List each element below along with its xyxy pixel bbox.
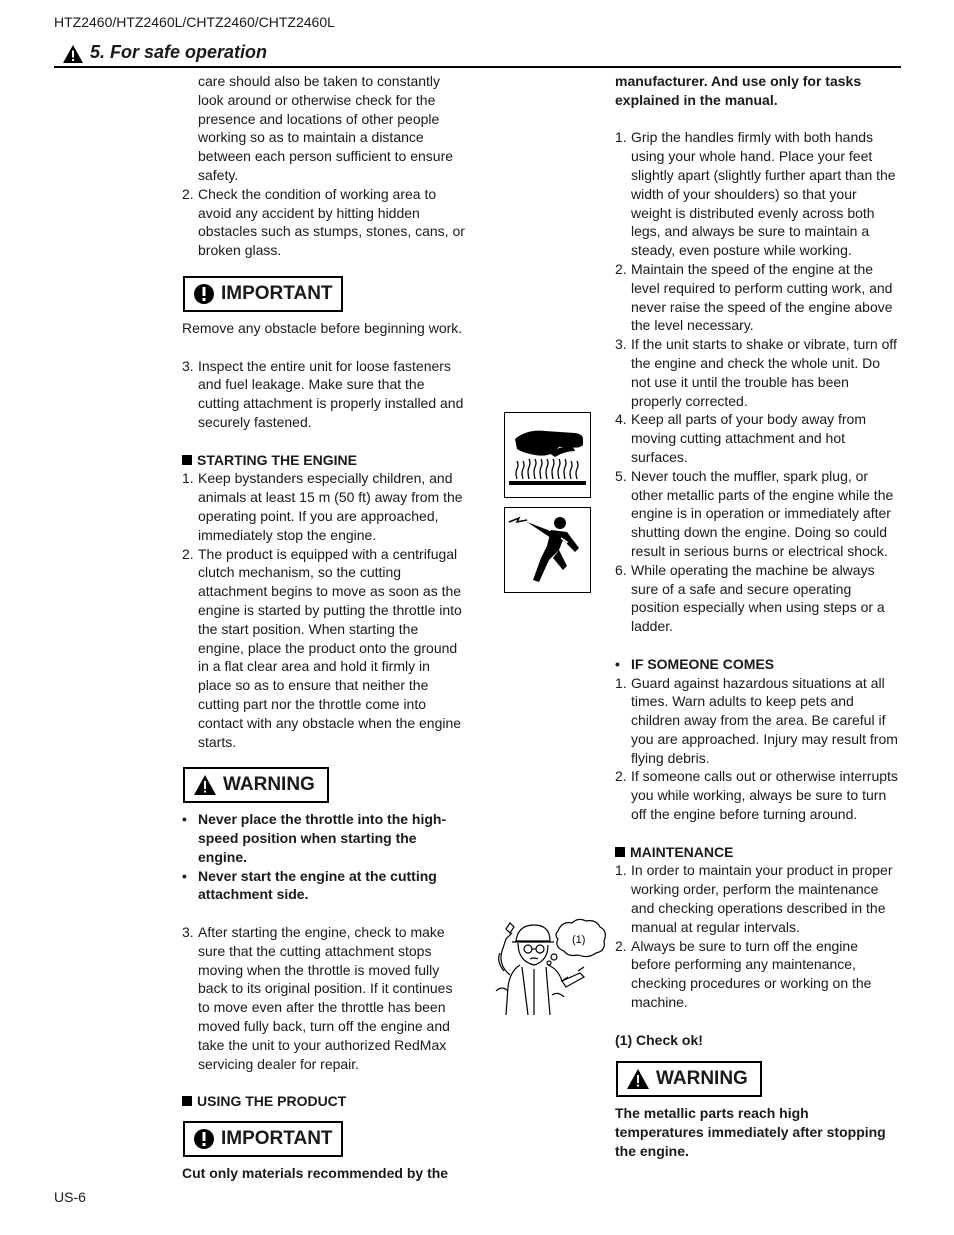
important-box [183, 1121, 343, 1157]
item-number: 3. [615, 336, 627, 353]
text-line: care should also be taken to constantly [198, 73, 441, 89]
text-line: If the unit starts to shake or vibrate, turn off [631, 336, 897, 353]
text-line: Inspect the entire unit for loose fasteners [198, 357, 451, 374]
section-title: 5. For safe operation [90, 42, 268, 62]
text-line: children away from the area. Be careful if [631, 712, 886, 729]
list-item [615, 260, 905, 335]
text-line: never raise the speed of the engine above [631, 298, 893, 315]
text-line: clutch mechanism, so the cutting [198, 564, 402, 581]
check-ok-caption: (1) Check ok! [615, 1031, 703, 1048]
text-line: other metallic parts of the engine while the [631, 486, 894, 503]
electric-shock-pictogram [504, 507, 591, 593]
subheading-someone: • IF SOMEONE COMES [615, 655, 775, 672]
text-line: in a flat clear area and hold it firmly in [198, 658, 430, 675]
text-line: weight is distributed evenly across both [631, 204, 875, 221]
text-line: the start position. When starting the [198, 620, 419, 637]
page-number: US-6 [54, 1189, 86, 1205]
square-bullet-icon [182, 1096, 192, 1106]
text-line: Never start the engine at the cutting [198, 867, 437, 884]
warning-label: WARNING [223, 774, 315, 796]
text-line: position especially when using steps or a [631, 599, 885, 616]
important-label: IMPORTANT [221, 1128, 333, 1150]
item-number: 2. [182, 545, 194, 562]
warning-box [616, 1061, 762, 1097]
text-line: Never place the throttle into the high- [198, 811, 447, 828]
right-column [615, 72, 905, 1161]
text-line: temperatures immediately after stopping [615, 1124, 886, 1141]
list-item [182, 923, 472, 1073]
item-number: 2. [615, 768, 627, 785]
text-line: result in serious burns or electrical shock. [631, 542, 888, 559]
text-line: to move even after the throttle has been [198, 999, 446, 1016]
text-line: engine is in operation or immediately after [631, 505, 891, 522]
text-line: starts. [198, 733, 237, 750]
text-line: you while working, always be sure to turn [631, 787, 887, 804]
square-bullet-icon [182, 455, 192, 465]
electric-shock-icon [505, 508, 590, 592]
text-line: shutting down the engine. Doing so could [631, 524, 888, 541]
item-number: 2. [615, 937, 627, 954]
text-line: Keep all parts of your body away from [631, 411, 867, 428]
warning-triangle-icon [626, 1068, 650, 1090]
bullet-item: • Never start the engine at the cutting attachment side. [182, 867, 472, 905]
cartoon-label: (1) [572, 934, 586, 946]
text-line: take the unit to your authorized RedMax [198, 1036, 447, 1053]
warning-triangle-icon [62, 44, 84, 64]
text-line: back to its original position. If it continues [198, 980, 453, 997]
text-line: off the engine before turning around. [631, 806, 858, 823]
subheading-starting: STARTING THE ENGINE [182, 451, 472, 470]
text-line: slightly apart (slightly further apart than the [631, 166, 896, 183]
list-item [615, 767, 905, 823]
text-line: If someone calls out or otherwise interrupts [631, 768, 898, 785]
subheading-maintenance: MAINTENANCE [615, 843, 905, 862]
item-number: 1. [615, 862, 627, 879]
important-text: Remove any obstacle before beginning work. [182, 319, 463, 336]
text-line: place so as to ensure that neither the [198, 677, 429, 694]
item-number: 2. [615, 260, 627, 277]
model-number: HTZ2460/HTZ2460L/CHTZ2460/CHTZ2460L [54, 14, 335, 30]
text-line: checking procedures or working on the [631, 975, 872, 992]
text-line: moving when the throttle is moved fully [198, 961, 440, 978]
text-line: safety. [198, 166, 239, 183]
text-line: obstacles such as stumps, stones, cans, or [198, 223, 465, 240]
text-line: manufacturer. And use only for tasks [615, 73, 862, 89]
text-line: broken glass. [198, 242, 282, 259]
item-number: 1. [615, 674, 627, 691]
text-line: Maintain the speed of the engine at the [631, 260, 874, 277]
item-number: 2. [182, 185, 194, 202]
list-item [615, 861, 905, 936]
text-line: immediately stop the engine. [198, 526, 377, 543]
hot-surface-pictogram [504, 412, 591, 498]
text-line: Always be sure to turn off the engine [631, 937, 858, 954]
warning-triangle-icon [193, 774, 217, 796]
list-item [182, 469, 472, 544]
important-text: Cut only materials recommended by the [182, 1165, 449, 1182]
text-line: moved fully back, turn off the engine and [198, 1018, 450, 1035]
list-item [182, 185, 472, 260]
text-line: The product is equipped with a centrifugal [198, 545, 458, 562]
item-number: 1. [182, 470, 194, 487]
text-line: times. Warn adults to keep pets and [631, 693, 854, 710]
text-line: and checking operations described in the [631, 900, 886, 917]
text-line: the level necessary. [631, 317, 754, 334]
text-line: Grip the handles firmly with both hands [631, 129, 874, 146]
text-line: speed position when starting the [198, 830, 417, 847]
warning-label: WARNING [656, 1068, 748, 1090]
continued-paragraph [182, 72, 472, 185]
text-line: attachment side. [198, 886, 309, 903]
text-line: servicing dealer for repair. [198, 1055, 360, 1072]
exclamation-icon [193, 1128, 215, 1150]
item-number: 5. [615, 467, 627, 484]
text-line: avoid any accident by hitting hidden [198, 204, 420, 221]
text-line: engine is started by putting the throttle into [198, 601, 462, 618]
list-item [615, 128, 905, 260]
text-line: Keep bystanders especially children, and [198, 470, 453, 487]
item-number: 3. [182, 357, 194, 374]
list-item [182, 545, 472, 752]
text-line: contact with any obstacle when the engine [198, 714, 462, 731]
text-line: Never touch the muffler, spark plug, or [631, 467, 869, 484]
text-line: steady, even posture while working. [631, 242, 852, 259]
item-number: 1. [615, 129, 627, 146]
text-line: operating point. If you are approached, [198, 507, 439, 524]
text-line: working so as to maintain a distance [198, 129, 424, 146]
item-number: 3. [182, 924, 194, 941]
square-bullet-icon [615, 847, 625, 857]
text-line: animals at least 15 m (50 ft) away from the [198, 489, 463, 506]
section-header [54, 42, 901, 68]
text-line: look around or otherwise check for the [198, 91, 436, 108]
text-line: cutting part nor the throttle come into [198, 695, 427, 712]
text-line: explained in the manual. [615, 91, 778, 108]
left-column [182, 72, 472, 1183]
text-line: machine. [631, 994, 688, 1011]
list-item [615, 937, 905, 1012]
text-line: properly corrected. [631, 392, 748, 409]
text-line: the engine. [615, 1143, 689, 1160]
list-item [615, 410, 905, 466]
bullet-item: • Never place the throttle into the high- speed position when starting the engine. [182, 810, 472, 866]
text-line: The metallic parts reach high [615, 1105, 809, 1122]
list-item [615, 674, 905, 768]
important-box [183, 276, 343, 312]
subheading-using: USING THE PRODUCT [182, 1092, 472, 1111]
item-number: 4. [615, 411, 627, 428]
text-line: surfaces. [631, 448, 688, 465]
warning-box [183, 767, 329, 803]
text-line: ladder. [631, 618, 674, 635]
text-line: engine. [198, 848, 248, 865]
text-line: While operating the machine be always [631, 561, 875, 578]
text-line: securely fastened. [198, 413, 312, 430]
text-line: sure of a safe and secure operating [631, 580, 852, 597]
text-line: the engine and check the whole unit. Do [631, 354, 881, 371]
text-line: using your whole hand. Place your feet [631, 148, 873, 165]
item-number: 6. [615, 561, 627, 578]
text-line: legs, and always be sure to maintain a [631, 223, 870, 240]
text-line: Check the condition of working area to [198, 185, 437, 202]
text-line: before performing any maintenance, [631, 956, 856, 973]
text-line: cutting attachment is properly installed and [198, 395, 464, 412]
text-line: engine, place the product onto the ground [198, 639, 458, 656]
list-item [615, 467, 905, 561]
text-line: sure that the cutting attachment stops [198, 942, 432, 959]
text-line: you are approached. Injury may result from [631, 730, 898, 747]
text-line: presence and locations of other people [198, 110, 440, 127]
text-line: and fuel leakage. Make sure that the [198, 376, 425, 393]
text-line: between each person sufficient to ensure [198, 148, 454, 165]
list-item [615, 561, 905, 636]
text-line: attachment begins to move as soon as the [198, 583, 462, 600]
text-line: level required to perform cutting work, and [631, 279, 893, 296]
hot-surface-icon [505, 413, 590, 497]
text-line: manual at regular intervals. [631, 918, 800, 935]
text-line: After starting the engine, check to make [198, 924, 445, 941]
list-item [615, 335, 905, 410]
text-line: Guard against hazardous situations at all [631, 674, 885, 691]
text-line: working order, perform the maintenance [631, 881, 879, 898]
mechanic-cartoon-illustration [492, 915, 610, 1020]
exclamation-icon [193, 283, 215, 305]
text-line: not use it until the trouble has been [631, 373, 849, 390]
text-line: moving cutting attachment and hot [631, 430, 846, 447]
list-item [182, 357, 472, 432]
text-line: In order to maintain your product in proper [631, 862, 893, 879]
important-label: IMPORTANT [221, 282, 333, 304]
text-line: flying debris. [631, 749, 710, 766]
text-line: width of your shoulders) so that your [631, 185, 857, 202]
